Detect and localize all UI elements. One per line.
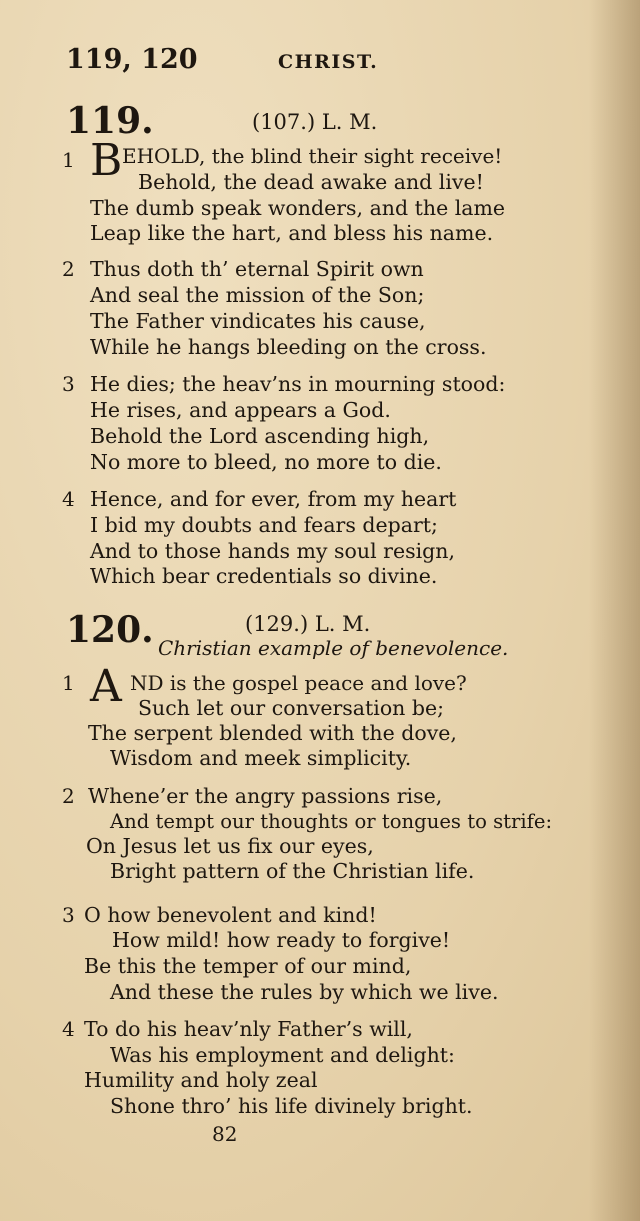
- stanza-line: To do his heav’nly Father’s will,: [84, 1017, 413, 1041]
- stanza-number: 3: [62, 372, 75, 396]
- hymn-subject: Christian example of benevolence.: [158, 636, 509, 660]
- stanza-line: Wisdom and meek simplicity.: [110, 746, 412, 770]
- stanza-line: Shone thro’ his life divinely bright.: [110, 1094, 473, 1118]
- drop-cap: A: [90, 661, 122, 712]
- stanza-line: Behold, the dead awake and live!: [138, 170, 484, 194]
- stanza-line: Leap like the hart, and bless his name.: [90, 221, 494, 245]
- hymn-tune-meter: (107.) L. M.: [252, 110, 378, 134]
- stanza-line: ND is the gospel peace and love?: [130, 671, 467, 695]
- hymn-number: 119.: [66, 100, 154, 142]
- hymn-number: 120.: [66, 609, 154, 651]
- stanza-line: He dies; the heav’ns in mourning stood:: [90, 372, 506, 396]
- stanza-line: Such let our conversation be;: [138, 696, 445, 720]
- stanza-line: The Father vindicates his cause,: [90, 309, 426, 333]
- stanza-line: Hence, and for ever, from my heart: [90, 487, 457, 511]
- stanza-line: And these the rules by which we live.: [110, 980, 499, 1004]
- stanza-line: And to those hands my soul resign,: [90, 539, 456, 563]
- stanza-number: 3: [62, 903, 75, 927]
- stanza-line: O how benevolent and kind!: [84, 903, 377, 927]
- stanza-line: I bid my doubts and fears depart;: [90, 513, 438, 537]
- stanza-line: Behold the Lord ascending high,: [90, 424, 430, 448]
- stanza-line: And seal the mission of the Son;: [90, 283, 425, 307]
- stanza-number: 1: [62, 148, 75, 172]
- running-head-title: CHRIST.: [278, 51, 379, 73]
- stanza-line: EHOLD, the blind their sight receive!: [122, 144, 503, 168]
- stanza-line: Humility and holy zeal: [84, 1068, 318, 1092]
- stanza-line: And tempt our thoughts or tongues to strife:: [110, 810, 553, 833]
- stanza-line: No more to bleed, no more to die.: [90, 450, 442, 474]
- stanza-number: 2: [62, 257, 75, 281]
- stanza-line: Be this the temper of our mind,: [84, 954, 412, 978]
- stanza-line: The serpent blended with the dove,: [88, 721, 457, 745]
- drop-cap: B: [90, 135, 123, 186]
- stanza-line: Thus doth th’ eternal Spirit own: [90, 257, 424, 281]
- stanza-line: Was his employment and delight:: [110, 1043, 455, 1067]
- stanza-line: The dumb speak wonders, and the lame: [90, 196, 506, 220]
- running-head-numbers: 119, 120: [66, 44, 198, 75]
- stanza-number: 1: [62, 671, 75, 695]
- stanza-line: Bright pattern of the Christian life.: [110, 859, 475, 883]
- stanza-line: How mild! how ready to forgive!: [112, 928, 451, 952]
- stanza-line: Whene’er the angry passions rise,: [88, 784, 443, 808]
- stanza-number: 4: [62, 487, 75, 511]
- stanza-line: He rises, and appears a God.: [90, 398, 391, 422]
- stanza-line: On Jesus let us fix our eyes,: [86, 834, 374, 858]
- stanza-line: While he hangs bleeding on the cross.: [90, 335, 487, 359]
- hymn-tune-meter: (129.) L. M.: [245, 612, 371, 636]
- stanza-number: 4: [62, 1017, 75, 1041]
- page-number: 82: [212, 1122, 238, 1146]
- stanza-line: Which bear credentials so divine.: [90, 564, 438, 588]
- stanza-number: 2: [62, 784, 75, 808]
